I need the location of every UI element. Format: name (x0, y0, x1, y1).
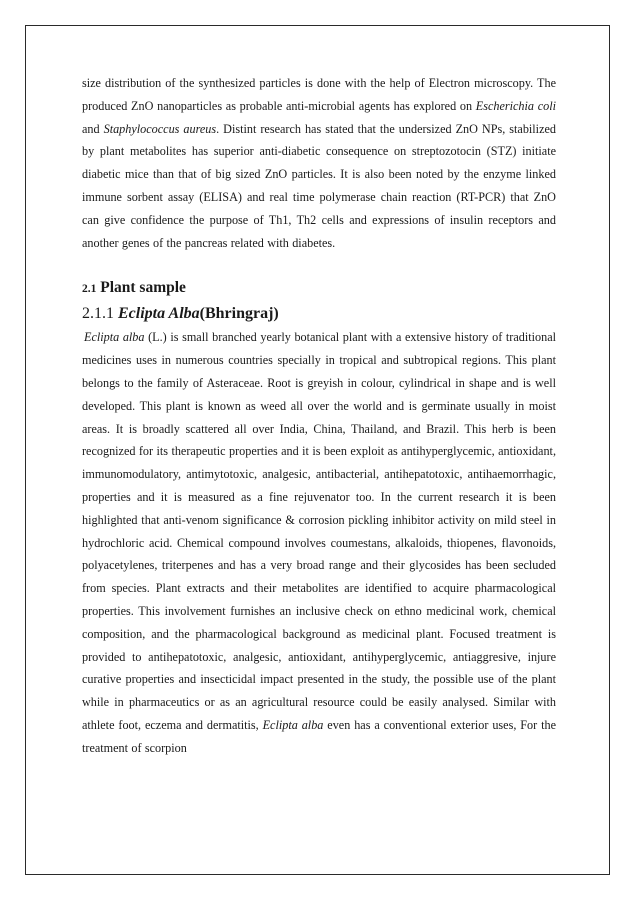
paragraph-text: even has a conventional exterior uses, For the treatment of scorpion (82, 717, 557, 755)
species-name: Staphylococcus aureus (103, 121, 217, 136)
subsection-title-rest: (Bhringraj) (199, 305, 279, 323)
paragraph-text: and (82, 121, 104, 136)
species-name: Eclipta alba (262, 717, 324, 732)
page-content (82, 72, 556, 760)
section-title: Plant sample (100, 279, 186, 297)
species-name: Eclipta alba (84, 330, 145, 345)
paragraph-text: (L.) is small branched yearly botanical plant with a extensive history of traditional medicines uses in numerous countries specially in tropical and subtropical regions. This plant belongs to the family of Asteraceae. Root is greyish in colour, cylindrical in shape and is well developed. This plant is known as weed all over the world and is germinate usually in moist areas. It is broadly scattered all over India, China, Thailand, and Brazil. This herb is been recognized for its therapeutic properties and it is been exploit as antihyperglycemic, antioxidant, immunomodulatory, antimytotoxic, analgesic, antibacterial, antihepatotoxic, antihaemorrhagic, properties and it is measured as a fine rejuvenator too. In the current research it is been highlighted that anti-venom significance & corrosion pickling inhibitor activity on mild steel in hydrochloric acid. Chemical compound involves coumestans, alkaloids, thiopenes, flavonoids, polyacetylenes, triterpenes and has a very broad range and their glycosides has been secluded from species. Plant extracts and their metabolites are identified to acquire pharmacological properties. This involvement furnishes an inclusive check on ethno medicinal work, chemical composition, and the pharmacological background as medicinal plant. Focused treatment is provided to antihepatotoxic, analgesic, antioxidant, antihyperglycemic, antiaggresive, injure curative properties and insecticidal impact presented in the study, the possible use of the plant while in pharmaceutics or as an agricultural resource could be easily analysed. Similar with athlete foot, eczema and dermatitis, (82, 330, 556, 732)
subsection-heading (82, 302, 556, 326)
paragraph-eclipta-alba (82, 326, 556, 759)
species-name: Escherichia coli (475, 98, 556, 113)
paragraph-text: . Distint research has stated that the undersized ZnO NPs, stabilized by plant metabolites has superior anti-diabetic consequence on streptozotocin (STZ) initiate diabetic mice than that of big sized ZnO particles. It is also been noted by the enzyme linked immune sorbent assay (ELISA) and real time polymerase chain reaction (RT-PCR) that ZnO can give confidence the purpose of Th1, Th2 cells and expressions of insulin receptors and another genes of the pancreas related with diabetes. (82, 121, 556, 250)
subsection-title-italic: Eclipta Alba (118, 305, 200, 323)
paragraph-text: size distribution of the synthesized particles is done with the help of Electron microscopy. The produced ZnO nanoparticles as probable anti-microbial agents has explored on (82, 76, 556, 113)
subsection-number: 2.1.1 (82, 305, 114, 323)
paragraph-nanoparticles (82, 72, 556, 254)
section-heading (82, 277, 556, 300)
section-number: 2.1 (82, 283, 97, 296)
